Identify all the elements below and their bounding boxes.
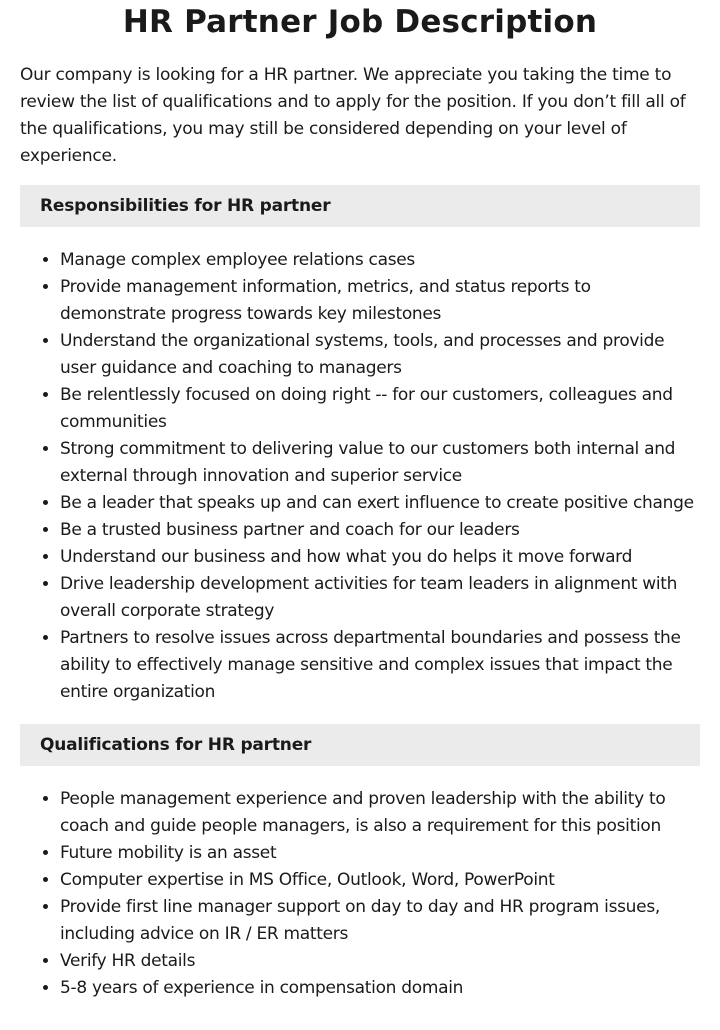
list-item: • Provide management information, metrics, and status reports to demonstrate progress towards key milestones	[60, 274, 700, 328]
list-item: • Provide first line manager support on day to day and HR program issues, including advice on IR / ER matters	[60, 894, 700, 948]
intro-paragraph: Our company is looking for a HR partner. We appreciate you taking the time to review the list of qualifications and to apply for the position. If you don’t fill all of the qualifications, you may still be considered depending on your level of experience.	[20, 65, 686, 166]
list-item: • Computer expertise in MS Office, Outlook, Word, PowerPoint	[60, 867, 700, 894]
list-item: • Future mobility is an asset	[60, 840, 700, 867]
list-item: • Be relentlessly focused on doing right -- for our customers, colleagues and communities	[60, 382, 700, 436]
list-item: • Understand the organizational systems, tools, and processes and provide user guidance and coaching to managers	[60, 328, 700, 382]
page-title: HR Partner Job Description	[122, 4, 598, 40]
list-item: • Be a leader that speaks up and can exert influence to create positive change	[60, 490, 700, 517]
responsibilities-list	[20, 247, 700, 706]
list-item: • People management experience and proven leadership with the ability to coach and guide people managers, is also a requirement for this position	[60, 786, 700, 840]
list-item: • Understand our business and how what you do helps it move forward	[60, 544, 700, 571]
responsibilities-heading: Responsibilities for HR partner	[20, 185, 700, 227]
list-item: • Be a trusted business partner and coach for our leaders	[60, 517, 700, 544]
list-item: • Manage complex employee relations cases	[60, 247, 700, 274]
list-item: • Verify HR details	[60, 948, 700, 975]
list-item: • Drive leadership development activities for team leaders in alignment with overall corporate strategy	[60, 571, 700, 625]
list-item: • Strong commitment to delivering value to our customers both internal and external through innovation and superior service	[60, 436, 700, 490]
qualifications-list	[20, 786, 700, 1002]
list-item: • Partners to resolve issues across departmental boundaries and possess the ability to effectively manage sensitive and complex issues that impact the entire organization	[60, 625, 700, 706]
list-item: • 5-8 years of experience in compensation domain	[60, 975, 700, 1002]
qualifications-heading: Qualifications for HR partner	[20, 724, 700, 766]
